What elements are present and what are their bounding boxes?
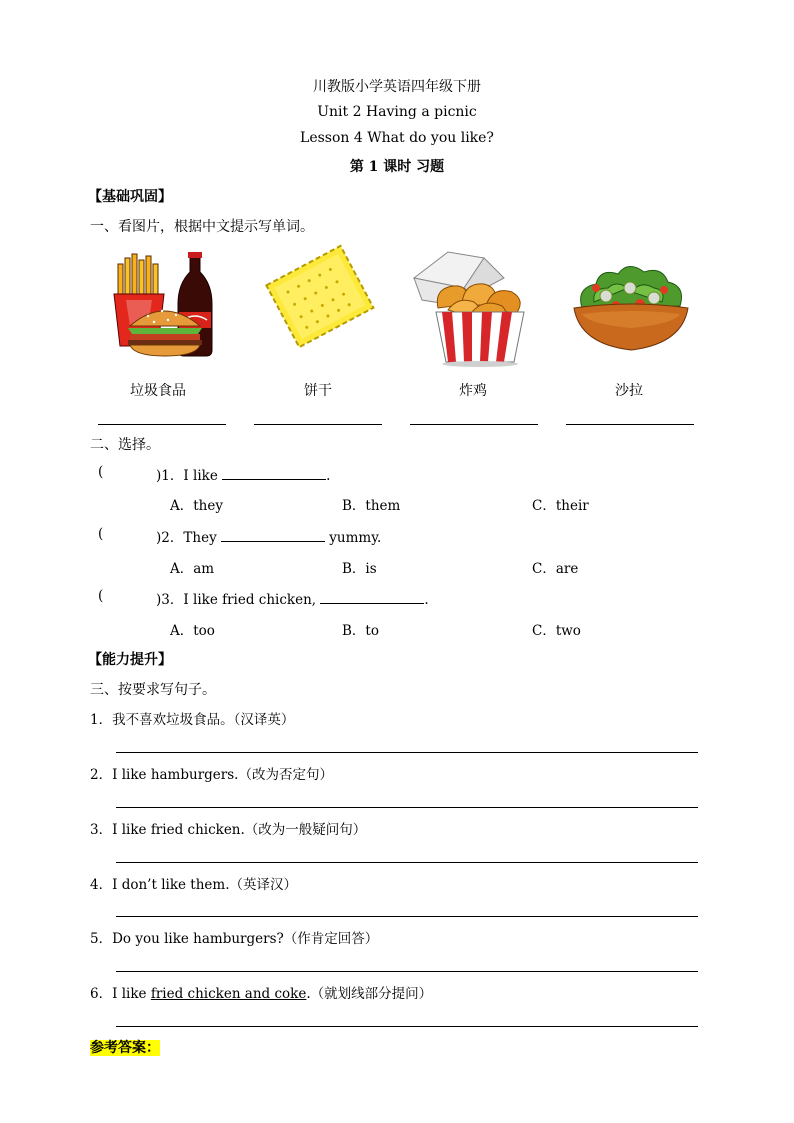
- question-text-after: .: [424, 592, 429, 608]
- fill-blank[interactable]: [320, 590, 424, 604]
- answer-paren-open: (: [98, 526, 104, 542]
- question-text-before: I like: [183, 468, 223, 484]
- part3-heading: 三、按要求写句子。: [90, 682, 216, 698]
- part1-heading: 一、看图片，根据中文提示写单词。: [90, 219, 314, 235]
- answer-line[interactable]: [116, 916, 698, 917]
- answer-paren-close: ): [156, 592, 162, 608]
- sentence-question-6: 6．I like fried chicken and coke.（就划线部分提问）: [90, 986, 433, 1002]
- question-text-before: They: [183, 530, 221, 546]
- question-text-before: I like fried chicken,: [183, 592, 321, 608]
- sentence-question-2: 2．I like hamburgers.（改为否定句）: [90, 767, 333, 783]
- question-text-after: .: [326, 468, 331, 484]
- answer-line[interactable]: [98, 424, 226, 425]
- option-a[interactable]: A．they: [170, 498, 223, 514]
- lesson-title: Lesson 4 What do you like?: [300, 130, 494, 146]
- answer-paren-open: (: [98, 464, 104, 480]
- option-c[interactable]: C．their: [532, 498, 589, 514]
- answer-line[interactable]: [116, 862, 698, 863]
- answer-line[interactable]: [254, 424, 382, 425]
- answer-key-label: 参考答案：: [90, 1040, 160, 1056]
- answer-paren-open: (: [98, 588, 104, 604]
- junk-food-icon: [108, 250, 218, 366]
- mcq-question: [156, 526, 381, 546]
- option-b[interactable]: B．to: [342, 623, 379, 639]
- part2-heading: 二、选择。: [90, 437, 160, 453]
- answer-line[interactable]: [116, 752, 698, 753]
- document-title: 川教版小学英语四年级下册: [313, 79, 481, 95]
- answer-line[interactable]: [116, 1026, 698, 1027]
- cracker-icon: [250, 254, 388, 340]
- picture-label: 垃圾食品: [130, 383, 186, 399]
- section-basic-heading: 【基础巩固】: [88, 189, 172, 205]
- section-ability-heading: 【能力提升】: [88, 652, 172, 668]
- mcq-question: [156, 464, 330, 484]
- sentence-question-3: 3．I like fried chicken.（改为一般疑问句）: [90, 822, 367, 838]
- question-number: 1．: [161, 468, 184, 484]
- option-b[interactable]: B．is: [342, 561, 377, 577]
- option-a[interactable]: A．am: [170, 561, 215, 577]
- option-a[interactable]: A．too: [170, 623, 215, 639]
- sentence-question-1: 1．我不喜欢垃圾食品。（汉译英）: [90, 712, 295, 728]
- period-title: 第 1 课时 习题: [349, 159, 445, 175]
- answer-paren-close: ): [156, 468, 162, 484]
- underlined-phrase: fried chicken and coke: [150, 986, 307, 1002]
- fill-blank[interactable]: [222, 466, 326, 480]
- picture-label: 沙拉: [615, 383, 643, 399]
- sentence-question-4: 4．I don’t like them.（英译汉）: [90, 877, 297, 893]
- answer-line[interactable]: [116, 971, 698, 972]
- unit-title: Unit 2 Having a picnic: [317, 104, 477, 120]
- salad-icon: [570, 258, 692, 358]
- question-text-after: yummy.: [324, 530, 382, 546]
- picture-label: 饼干: [304, 383, 332, 399]
- picture-label: 炸鸡: [459, 383, 487, 399]
- question-number: 3．: [161, 592, 184, 608]
- option-c[interactable]: C．two: [532, 623, 581, 639]
- sentence-question-5: 5．Do you like hamburgers?（作肯定回答）: [90, 931, 379, 947]
- answer-line[interactable]: [566, 424, 694, 425]
- answer-line[interactable]: [116, 807, 698, 808]
- question-number: 2．: [161, 530, 184, 546]
- option-c[interactable]: C．are: [532, 561, 579, 577]
- fill-blank[interactable]: [221, 528, 325, 542]
- answer-paren-close: ): [156, 530, 162, 546]
- option-b[interactable]: B．them: [342, 498, 401, 514]
- fried-chicken-icon: [408, 248, 538, 368]
- answer-line[interactable]: [410, 424, 538, 425]
- mcq-question: [156, 588, 429, 608]
